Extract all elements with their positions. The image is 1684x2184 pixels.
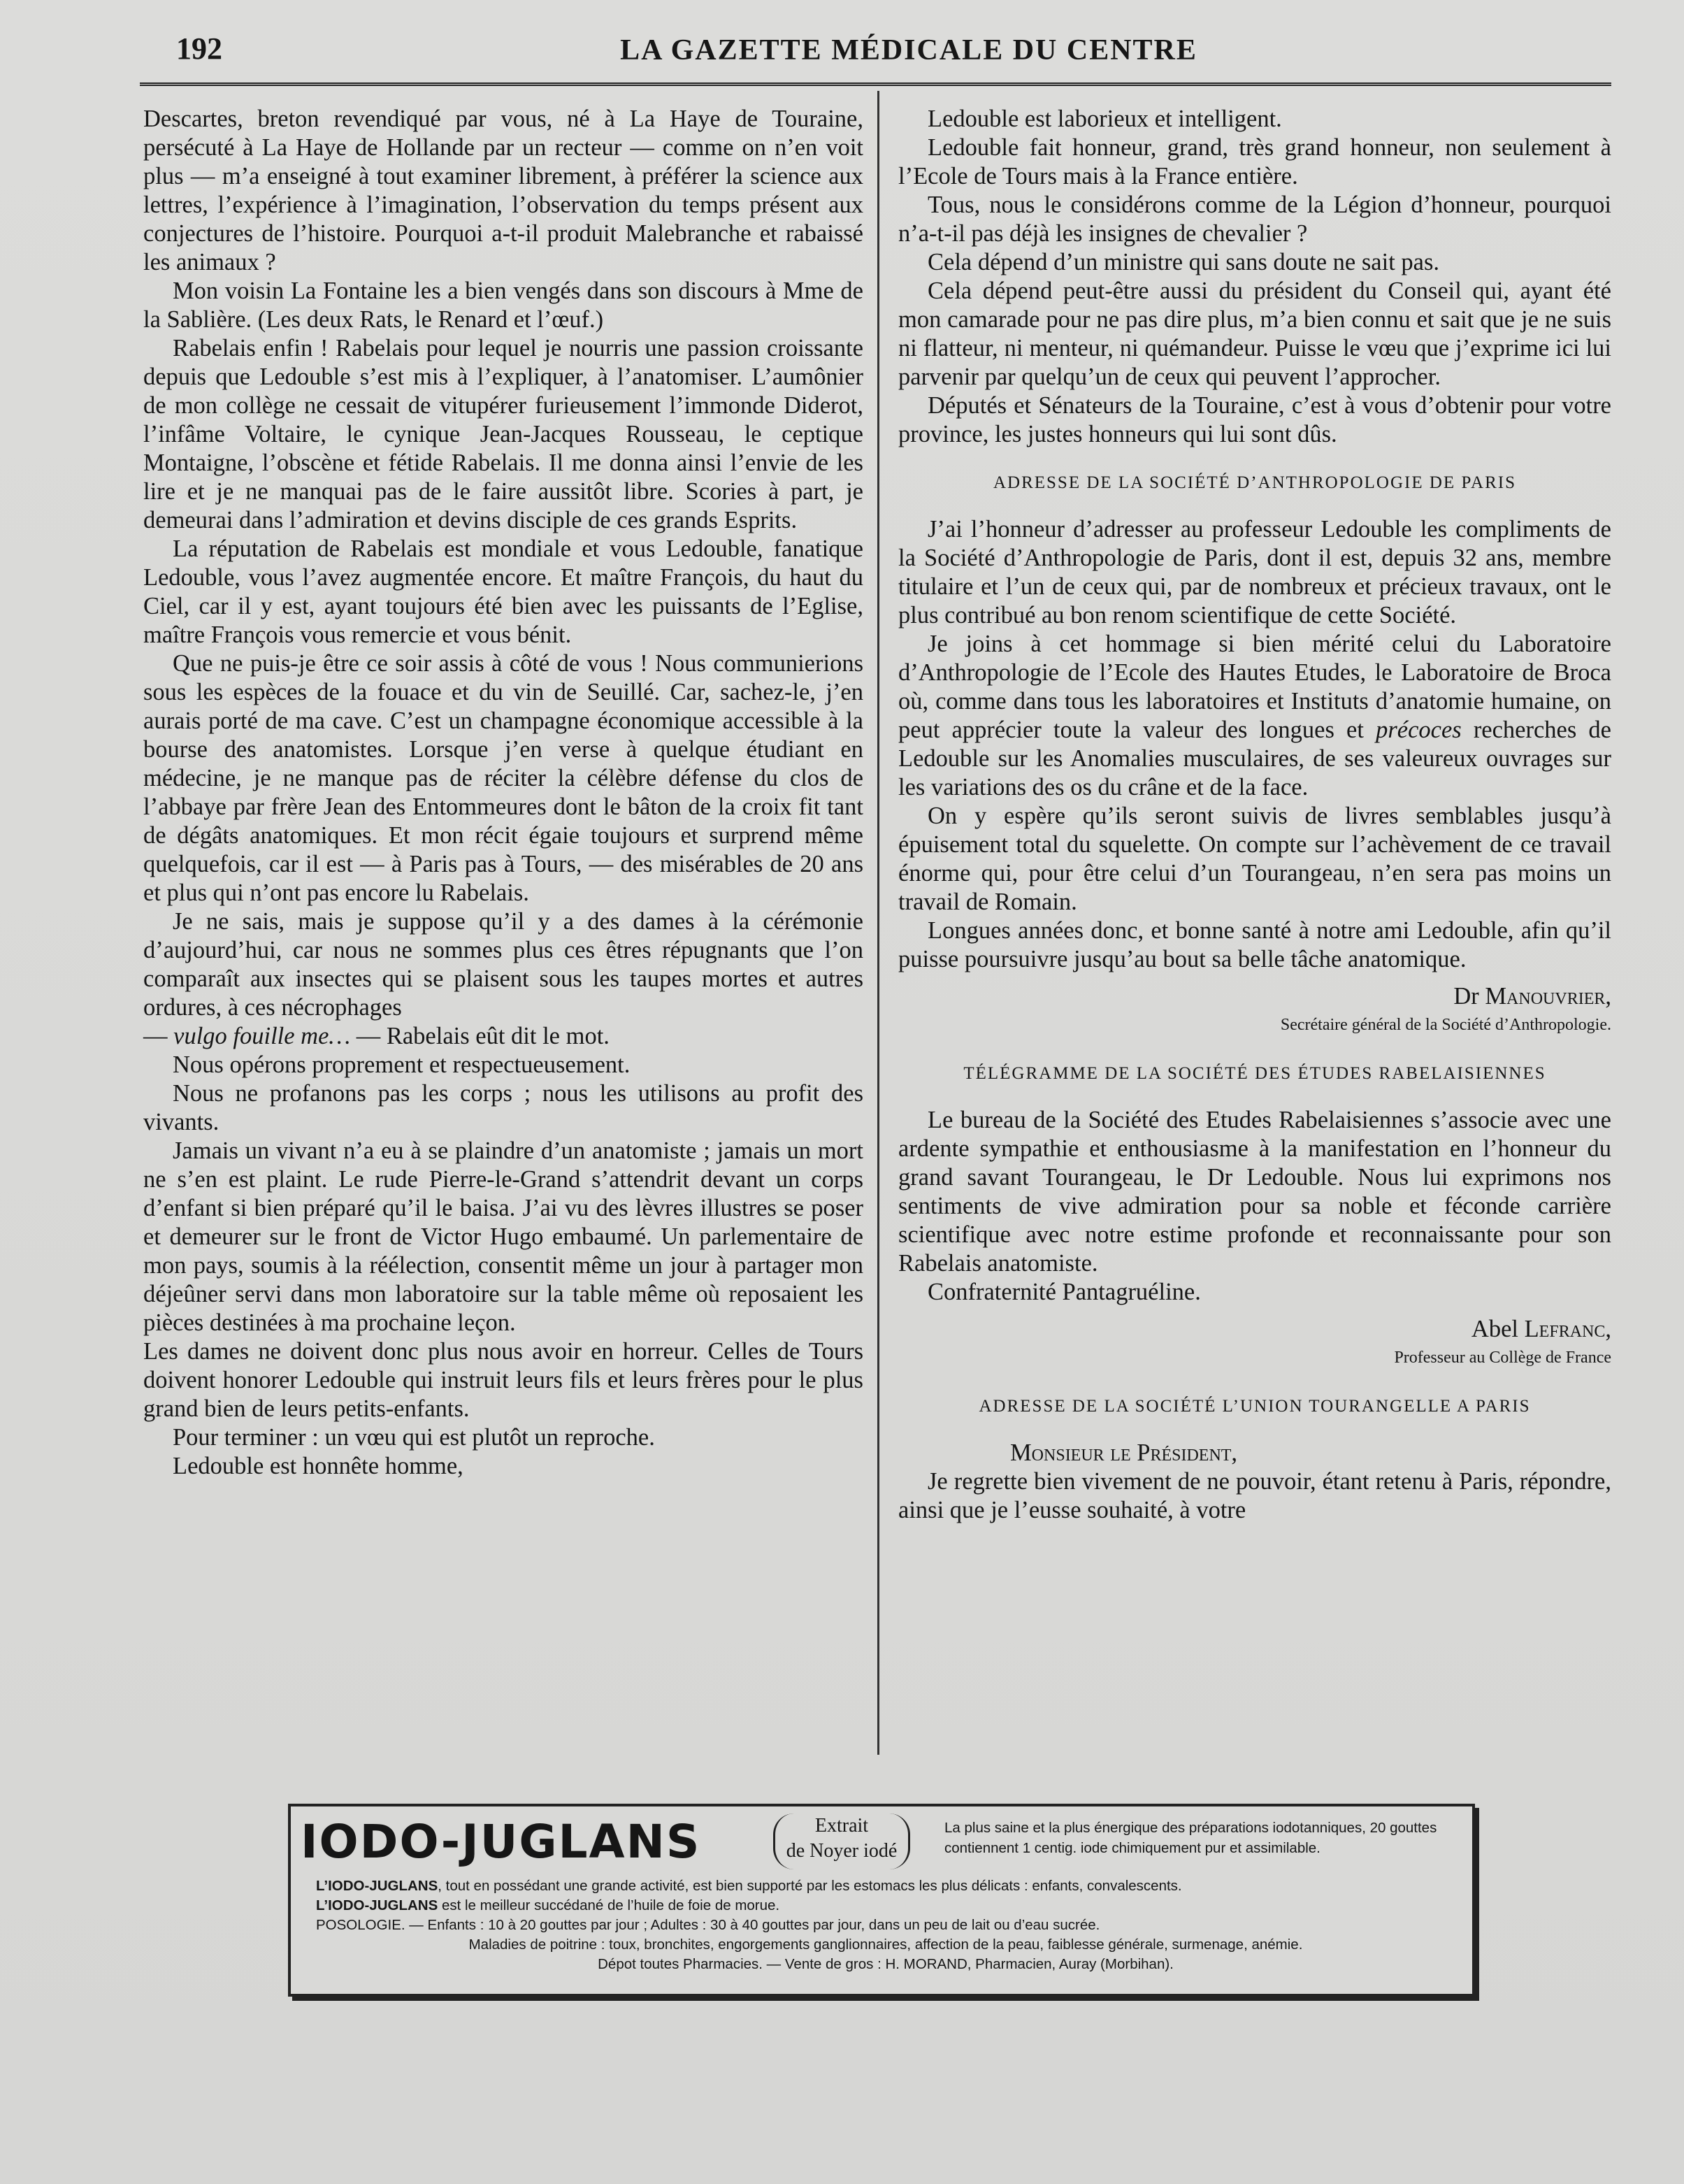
paragraph: Cela dépend peut-être aussi du président du Conseil qui, ayant été mon camarade pour ne pas dire plus, m’a bien connu et sait que je ne suis ni flatteur, ni menteur, ni quémandeur. Puisse le vœu que j’exprime ici lui parvenir par quelqu’un de ceux qui peuvent l’approcher.: [898, 278, 1611, 390]
text-run: recherches de Ledouble sur les Anomalies musculaires, de ses valeureux ouvrages sur les variations des os du crâne et de la face.: [898, 717, 1611, 800]
paragraph: J’ai l’honneur d’adresser au professeur Ledouble les compliments de la Société d’Anthropologie de Paris, dont il est, depuis 32 ans, membre titulaire et l’un de ceux qui, par de nombreux et précieux travaux, ont le plus contribué au bon renom scientifique de cette Société.: [898, 516, 1611, 628]
paragraph-vulgo: [143, 1022, 863, 1051]
signature-name: Lefranc,: [1524, 1316, 1611, 1342]
right-column: [898, 105, 1611, 1525]
salutation: Monsieur le Président,: [1010, 1439, 1238, 1466]
paragraph: Députés et Sénateurs de la Touraine, c’est à vous d’obtenir pour votre province, les justes honneurs qui lui sont dûs.: [898, 392, 1611, 447]
paragraph: Que ne puis-je être ce soir assis à côté de vous ! Nous communierions sous les espèces de la fouace et du vin de Seuillé. Car, sachez-le, j’en aurais porté de ma cave. C’est un champagne économique accessible à la bourse des anatomistes. Lorsque j’en verse à quelque étudiant en médecine, je ne manque pas de réciter la célèbre défense du clos de l’abbaye par frère Jean des Entommeures dont le bâton de la croix fit tant de dégâts anatomiques. Et mon récit égaie toujours et surprend même quelquefois, car il est — à Paris pas à Tours, — des misérables de 20 ans et plus qui n’ont pas encore lu Rabelais.: [143, 650, 863, 906]
ad-brand-name: IODO-JUGLANS: [301, 1815, 701, 1869]
journal-title: LA GAZETTE MÉDICALE DU CENTRE: [620, 34, 1197, 66]
ad-extract-label: [773, 1813, 910, 1869]
section-heading-tourangelle: ADRESSE DE LA SOCIÉTÉ L’UNION TOURANGELLE A PARIS: [979, 1397, 1531, 1416]
paragraph: Je ne sais, mais je suppose qu’il y a des dames à la cérémonie d’aujourd’hui, car nous ne sommes plus ces êtres répugnants que l’on comparaît aux insectes qui se plaisent sous les taupes mortes et autres ordures, à ces nécrophages: [143, 908, 863, 1021]
paragraph: Ledouble fait honneur, grand, très grand honneur, non seulement à l’Ecole de Tours mais à la France entière.: [898, 134, 1611, 189]
paragraph: Longues années donc, et bonne santé à notre ami Ledouble, afin qu’il puisse poursuivre jusqu’au bout sa belle tâche anatomique.: [898, 917, 1611, 972]
paragraph: Nous ne profanons pas les corps ; nous les utilisons au profit des vivants.: [143, 1080, 863, 1135]
signature-prefix: Dr: [1453, 983, 1485, 1010]
vulgo-italic: vulgo fouille me…: [173, 1023, 351, 1049]
paragraph: Descartes, breton revendiqué par vous, né à La Haye de Touraine, persécuté à La Haye de Hollande par un recteur — comme on n’en voit plus — m’a enseigné à tout examiner librement, à préférer la science aux lettres, l’expérience à l’imagination, l’observation du temps présent aux conjectures de l’histoire. Pourquoi a-t-il produit Malebranche et rabaissé les animaux ?: [143, 106, 863, 275]
signature-title: Professeur au Collège de France: [1394, 1349, 1611, 1367]
ad-maladies: Maladies de poitrine : toux, bronchites, engorgements ganglionnaires, affection de la peau, faiblesse générale, surmenage, anémie.: [468, 1937, 1303, 1953]
left-column: [143, 105, 863, 1481]
paragraph: Ledouble est laborieux et intelligent.: [928, 106, 1282, 132]
vulgo-prefix: —: [143, 1023, 174, 1049]
page-header: [175, 31, 1615, 73]
ad-extract-line: Extrait: [814, 1815, 869, 1837]
ad-extract-line: de Noyer iodé: [786, 1840, 898, 1862]
paragraph: Le bureau de la Société des Etudes Rabelaisiennes s’associe avec une ardente sympathie et enthousiasme à la manifestation en l’honneur du grand savant Tourangeau, le Dr Ledouble. Nous lui exprimons nos sentiments de vive admiration pour sa noble et féconde carrière scientifique avec notre estime profonde et reconnaissante pour son Rabelais anatomiste.: [898, 1107, 1611, 1277]
vulgo-suffix: — Rabelais eût dit le mot.: [350, 1023, 610, 1049]
text-run: Je joins à cet hommage si bien mérité celui du Laboratoire d’Anthropologie de l’Ecole des Hautes Etudes, le Laboratoire de Broca où, comme dans tous les laboratoires et Instituts d’anatomie humaine, on peut apprécier toute la valeur des longues et: [898, 631, 1611, 743]
ad-claim: La plus saine et la plus énergique des préparations iodotanniques, 20 gouttes contiennent 1 centig. iode chimiquement pur et assimilable.: [944, 1820, 1437, 1856]
column-divider: [877, 91, 879, 1755]
section-heading-rabelaisiennes: TÉLÉGRAMME DE LA SOCIÉTÉ DES ÉTUDES RABELAISIENNES: [963, 1064, 1546, 1083]
paragraph: Tous, nous le considérons comme de la Légion d’honneur, pourquoi n’a-t-il pas déjà les insignes de chevalier ?: [898, 192, 1611, 247]
ad-line-text: , tout en possédant une grande activité, est bien supporté par les estomacs les plus délicats : enfants, convalescents.: [438, 1878, 1182, 1894]
ad-line: [316, 1876, 1455, 1896]
advertisement-box: [288, 1804, 1475, 1997]
signature-manouvrier: [898, 982, 1611, 1011]
page-number: 192: [176, 31, 222, 66]
paragraph: Pour terminer : un vœu qui est plutôt un reproche.: [173, 1424, 655, 1451]
ad-line: [316, 1896, 1455, 1916]
header-rule: [140, 82, 1611, 86]
paragraph: Je regrette bien vivement de ne pouvoir, étant retenu à Paris, répondre, ainsi que je l’eusse souhaité, à votre: [898, 1468, 1611, 1523]
paragraph: Rabelais enfin ! Rabelais pour lequel je nourris une passion croissante depuis que Ledouble s’est mis à l’expliquer, à l’anatomiser. L’aumônier de mon collège ne cessait de vitupérer furieusement l’immonde Diderot, l’infâme Voltaire, le cynique Jean-Jacques Rousseau, le ceptique Montaigne, l’obscène et fétide Rabelais. Il me donna ainsi l’envie de les lire et je ne manquai pas de le faire aussitôt libre. Scories à part, je demeurai dans l’admiration et devins disciple de ces grands Esprits.: [143, 335, 863, 533]
paragraph: La réputation de Rabelais est mondiale et vous Ledouble, fanatique Ledouble, vous l’avez augmentée encore. Et maître François, du haut du Ciel, car il y est, ayant toujours été bien avec les puissants de l’Eglise, maître François vous remercie et vous bénit.: [143, 536, 863, 648]
paragraph: Nous opérons proprement et respectueusement.: [173, 1051, 631, 1078]
ad-body: [316, 1876, 1455, 1974]
paragraph: Mon voisin La Fontaine les a bien vengés dans son discours à Mme de la Sablière. (Les deux Rats, le Renard et l’œuf.): [143, 278, 863, 333]
signature-lefranc: [898, 1315, 1611, 1344]
ad-line-text: est le meilleur succédané de l’huile de foie de morue.: [438, 1897, 780, 1913]
ad-posologie: POSOLOGIE. — Enfants : 10 à 20 gouttes par jour ; Adultes : 30 à 40 gouttes par jour, dans un peu de lait ou d’eau sucrée.: [316, 1917, 1100, 1933]
paragraph: Ledouble est honnête homme,: [173, 1453, 463, 1479]
paragraph: Les dames ne doivent donc plus nous avoir en horreur. Celles de Tours doivent honorer Ledouble qui instruit leurs fils et leurs frères pour le plus grand bien de leurs petits-enfants.: [143, 1338, 863, 1422]
paragraph: [898, 630, 1611, 802]
ad-depot: Dépot toutes Pharmacies. — Vente de gros : H. MORAND, Pharmacien, Auray (Morbihan).: [598, 1956, 1174, 1972]
paragraph: Cela dépend d’un ministre qui sans doute ne sait pas.: [928, 249, 1440, 275]
ad-brand-inline: L’IODO-JUGLANS: [316, 1897, 438, 1913]
signature-title: Secrétaire général de la Société d’Anthropologie.: [1280, 1016, 1611, 1034]
signature-name: Manouvrier,: [1485, 983, 1611, 1010]
signature-prefix: Abel: [1471, 1316, 1525, 1342]
paragraph: On y espère qu’ils seront suivis de livres semblables jusqu’à épuisement total du squelette. On compte sur l’achèvement de ce travail énorme qui, pour être celui d’un Tourangeau, n’en sera pas moins un travail de Romain.: [898, 803, 1611, 915]
section-heading-anthropologie: ADRESSE DE LA SOCIÉTÉ D’ANTHROPOLOGIE DE PARIS: [993, 473, 1517, 492]
italic-run: précoces: [1376, 717, 1462, 743]
paragraph: Jamais un vivant n’a eu à se plaindre d’un anatomiste ; jamais un mort ne s’en est plaint. Le rude Pierre-le-Grand s’attendrit devant un corps d’enfant si bien préparé qu’il le baisa. J’ai vu des lèvres illustres se poser et demeurer sur le front de Victor Hugo embaumé. Un parlementaire de mon pays, soumis à la réélection, consentit même un jour à partager mon déjeûner servi dans mon laboratoire sur la table même où reposaient les pièces destinées à ma prochaine leçon.: [143, 1137, 863, 1336]
paragraph: Confraternité Pantagruéline.: [928, 1279, 1201, 1305]
ad-brand-inline: L’IODO-JUGLANS: [316, 1878, 438, 1894]
